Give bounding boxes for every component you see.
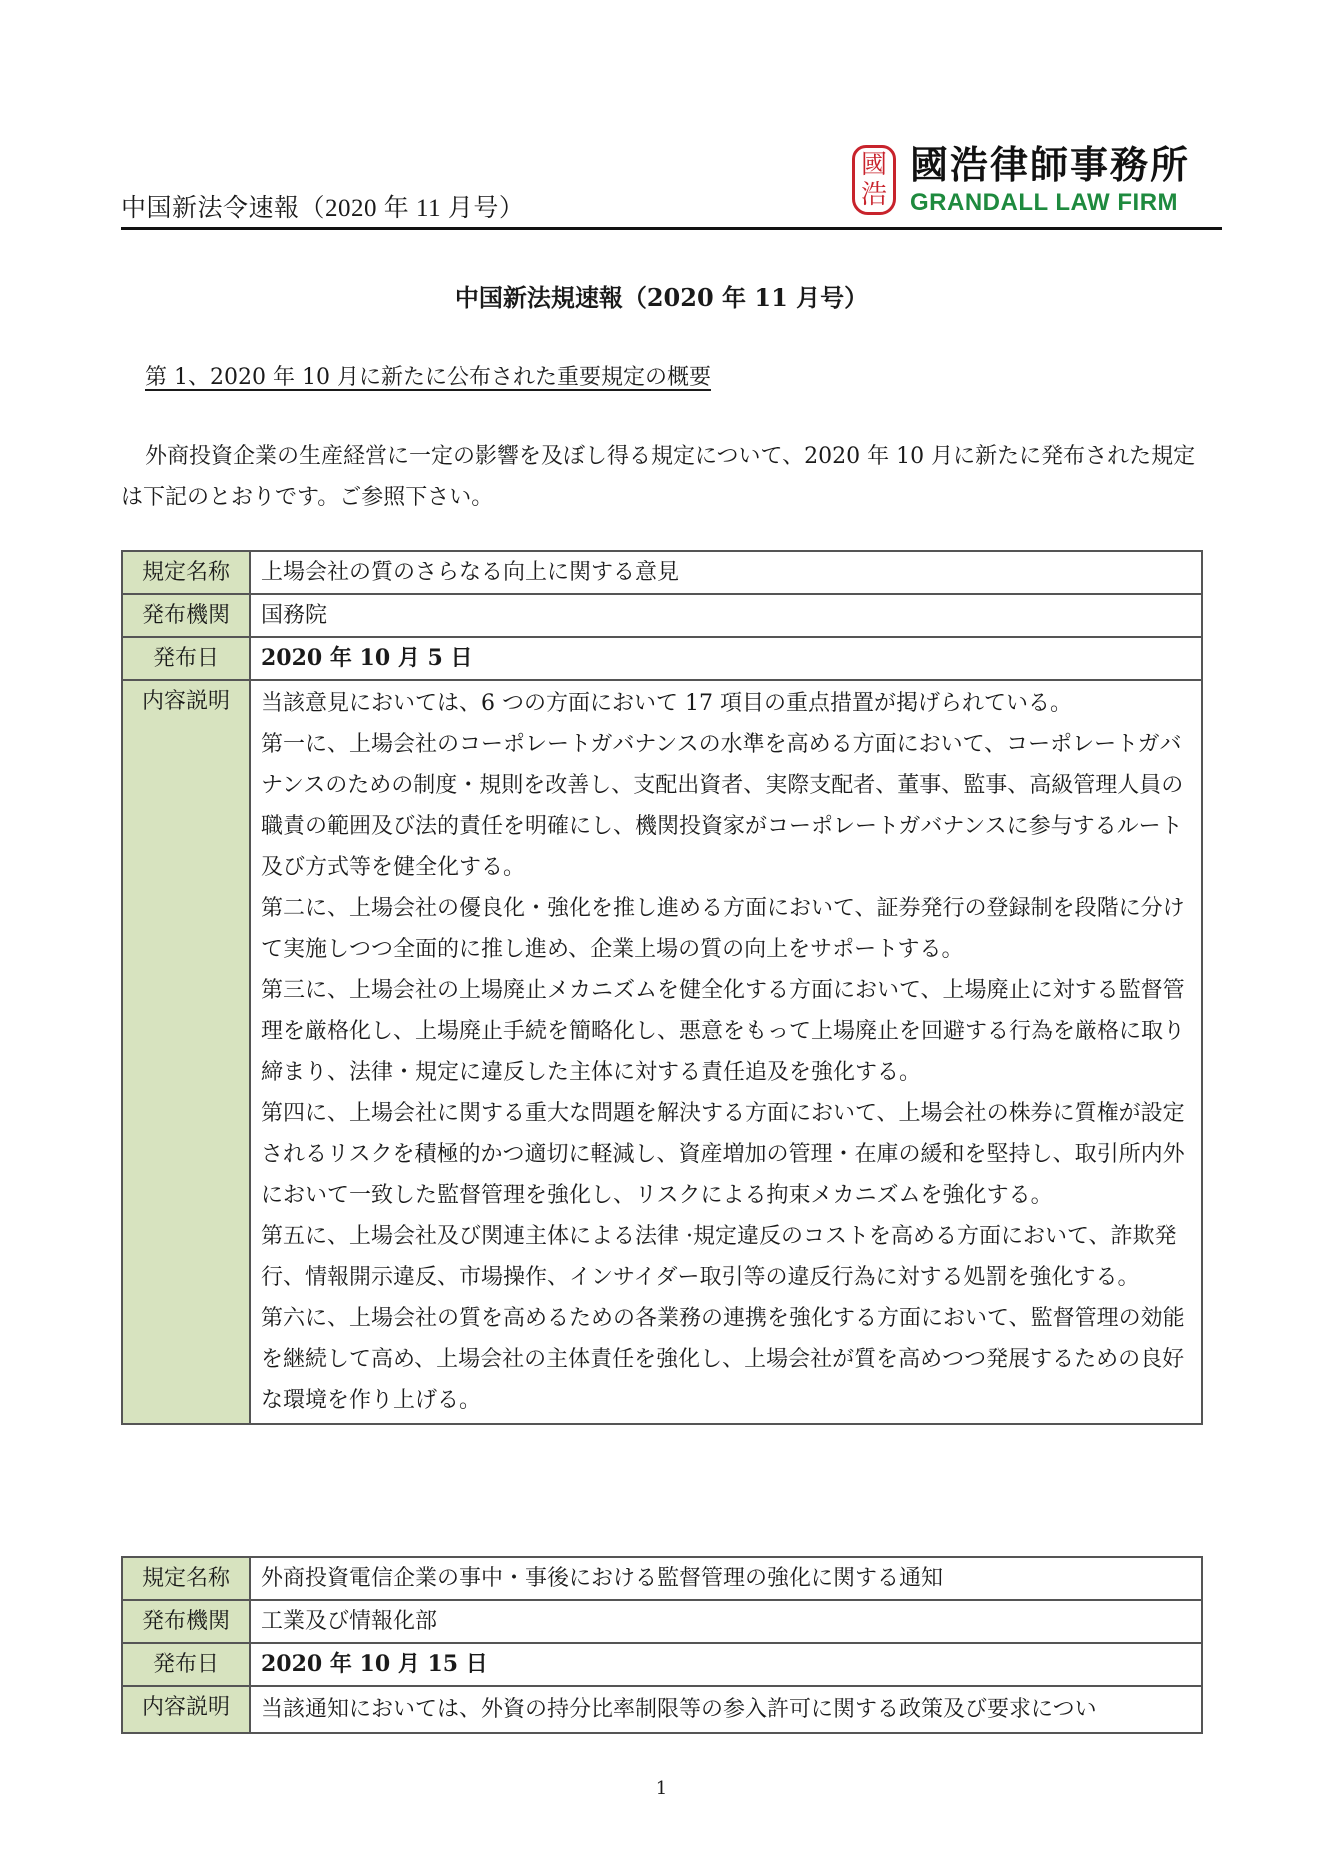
issuer: 国務院: [250, 594, 1202, 637]
label-issuer: 発布機関: [122, 594, 250, 637]
page-header: [121, 143, 1222, 230]
label-content: 内容説明: [122, 680, 250, 1424]
intro-paragraph: 外商投資企業の生産経営に一定の影響を及ぼし得る規定について、2020 年 10 月に新たに発布された規定は下記のとおりです。ご参照下さい。: [121, 444, 1196, 510]
page-number: 1: [655, 1778, 668, 1799]
label-regulation-name: 規定名称: [122, 1557, 250, 1600]
content-paragraph: 当該意見においては、6 つの方面において 17 項目の重点措置が掲げられている。: [261, 691, 1072, 716]
firm-name-chinese: 國浩律師事務所: [910, 143, 1191, 187]
regulation-name: 上場会社の質のさらなる向上に関する意見: [250, 551, 1202, 594]
label-regulation-name: 規定名称: [122, 551, 250, 594]
regulation-name: 外商投資電信企業の事中・事後における監督管理の強化に関する通知: [250, 1557, 1202, 1600]
header-divider: [121, 227, 1222, 230]
table-row-name: [122, 1557, 1202, 1600]
document-title: 中国新法規速報（2020 年 11 月号）: [454, 283, 869, 312]
issue-date: 2020 年 10 月 5 日: [250, 637, 1202, 680]
table-row-name: [122, 551, 1202, 594]
firm-name-english: GRANDALL LAW FIRM: [910, 189, 1179, 216]
issue-date: 2020 年 10 月 15 日: [250, 1643, 1202, 1686]
table-row-issuer: [122, 594, 1202, 637]
regulation-table: [121, 550, 1203, 1425]
regulation-table: [121, 1556, 1203, 1734]
table-row-date: [122, 637, 1202, 680]
table-row-date: [122, 1643, 1202, 1686]
table-row-issuer: [122, 1600, 1202, 1643]
content-description: [250, 680, 1202, 1424]
seal-char: 國: [860, 150, 887, 180]
content-paragraph: 第一に、上場会社のコーポレートガバナンスの水準を高める方面において、コーポレートガバナンスのための制度・規則を改善し、支配出資者、実際支配者、董事、監事、高級管理人員の職責の範囲及び法的責任を明確にし、機関投資家がコーポレートガバナンスに参与するルート及び方式等を健全化する。: [261, 732, 1184, 880]
newsletter-header-title: 中国新法令速報（2020 年 11 月号）: [121, 195, 525, 222]
label-issue-date: 発布日: [122, 637, 250, 680]
content-paragraph: 当該通知においては、外資の持分比率制限等の参入許可に関する政策及び要求につい: [261, 1697, 1097, 1722]
content-description: [250, 1686, 1202, 1733]
content-paragraph: 第五に、上場会社及び関連主体による法律 ·規定違反のコストを高める方面において、詐欺発行、情報開示違反、市場操作、インサイダー取引等の違反行為に対する処罰を強化する。: [261, 1224, 1177, 1290]
content-paragraph: 第四に、上場会社に関する重大な問題を解決する方面において、上場会社の株券に質権が設定されるリスクを積極的かつ適切に軽減し、資産増加の管理・在庫の緩和を堅持し、取引所内外において一致した監督管理を強化し、リスクによる拘束メカニズムを強化する。: [261, 1101, 1185, 1208]
content-paragraph: 第二に、上場会社の優良化・強化を推し進める方面において、証券発行の登録制を段階に分けて実施しつつ全面的に推し進め、企業上場の質の向上をサポートする。: [261, 896, 1185, 962]
content-paragraph: 第六に、上場会社の質を高めるための各業務の連携を強化する方面において、監督管理の効能を継続して高め、上場会社の主体責任を強化し、上場会社が質を高めつつ発展するための良好な環境を作り上げる。: [261, 1306, 1185, 1413]
seal-icon: [852, 145, 896, 215]
label-issuer: 発布機関: [122, 1600, 250, 1643]
label-issue-date: 発布日: [122, 1643, 250, 1686]
firm-logo: [852, 143, 1192, 221]
label-content: 内容説明: [122, 1686, 250, 1733]
table-row-content: [122, 680, 1202, 1424]
table-row-content: [122, 1686, 1202, 1733]
seal-char: 浩: [860, 180, 887, 210]
section-heading: 第 1、2020 年 10 月に新たに公布された重要規定の概要: [145, 365, 711, 390]
issuer: 工業及び情報化部: [250, 1600, 1202, 1643]
content-paragraph: 第三に、上場会社の上場廃止メカニズムを健全化する方面において、上場廃止に対する監督管理を厳格化し、上場廃止手続を簡略化し、悪意をもって上場廃止を回避する行為を厳格に取り締まり、法律・規定に違反した主体に対する責任追及を強化する。: [261, 978, 1186, 1085]
